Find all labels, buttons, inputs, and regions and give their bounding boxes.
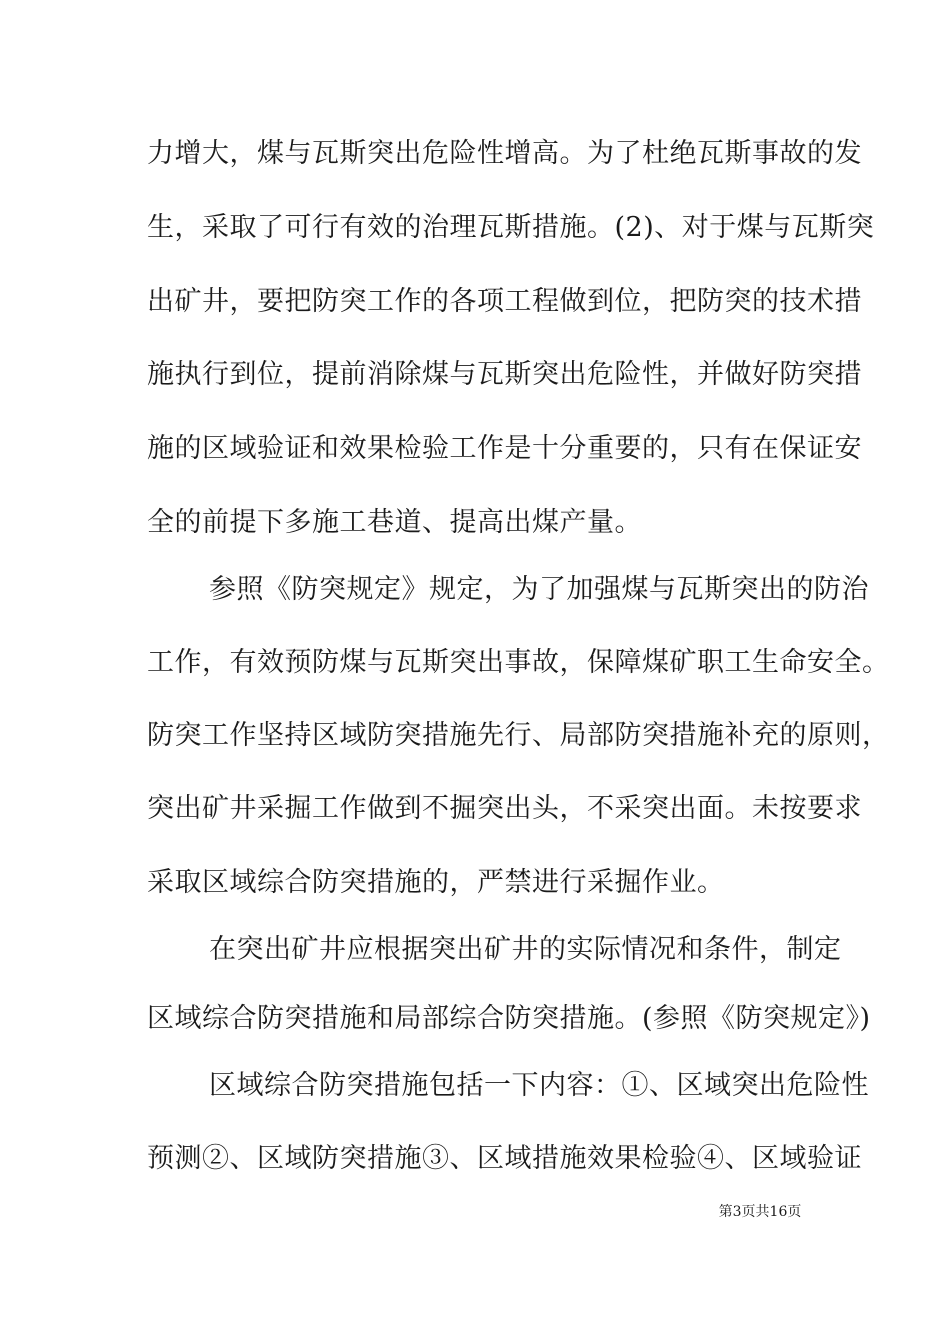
- text-line-10: 突出矿井采掘工作做到不掘突出头，不采突出面。未按要求: [147, 793, 862, 824]
- text-line-1: 力增大，煤与瓦斯突出危险性增高。为了杜绝瓦斯事故的发: [147, 138, 862, 169]
- text-line-6: 全的前提下多施工巷道、提高出煤产量。: [147, 507, 642, 538]
- text-line-5: 施的区域验证和效果检验工作是十分重要的，只有在保证安: [147, 433, 862, 464]
- text-line-2: 生，采取了可行有效的治理瓦斯措施。(2)、对于煤与瓦斯突: [147, 212, 875, 243]
- text-line-8: 工作，有效预防煤与瓦斯突出事故，保障煤矿职工生命安全。: [147, 647, 890, 678]
- text-line-3: 出矿井，要把防突工作的各项工程做到位，把防突的技术措: [147, 286, 862, 317]
- text-line-4: 施执行到位，提前消除煤与瓦斯突出危险性，并做好防突措: [147, 359, 862, 390]
- text-line-13: 区域综合防突措施和局部综合防突措施。(参照《防突规定》): [147, 1003, 871, 1034]
- text-line-15: 预测②、区域防突措施③、区域措施效果检验④、区域验证: [147, 1143, 862, 1174]
- text-line-11: 采取区域综合防突措施的，严禁进行采掘作业。: [147, 867, 725, 898]
- text-line-7: 参照《防突规定》规定，为了加强煤与瓦斯突出的防治: [209, 574, 869, 605]
- text-line-14: 区域综合防突措施包括一下内容：①、区域突出危险性: [209, 1070, 869, 1101]
- page-number-footer: 第3页共16页: [718, 1204, 802, 1220]
- text-line-12: 在突出矿井应根据突出矿井的实际情况和条件，制定: [209, 934, 842, 965]
- text-line-9: 防突工作坚持区域防突措施先行、局部防突措施补充的原则，: [147, 720, 890, 751]
